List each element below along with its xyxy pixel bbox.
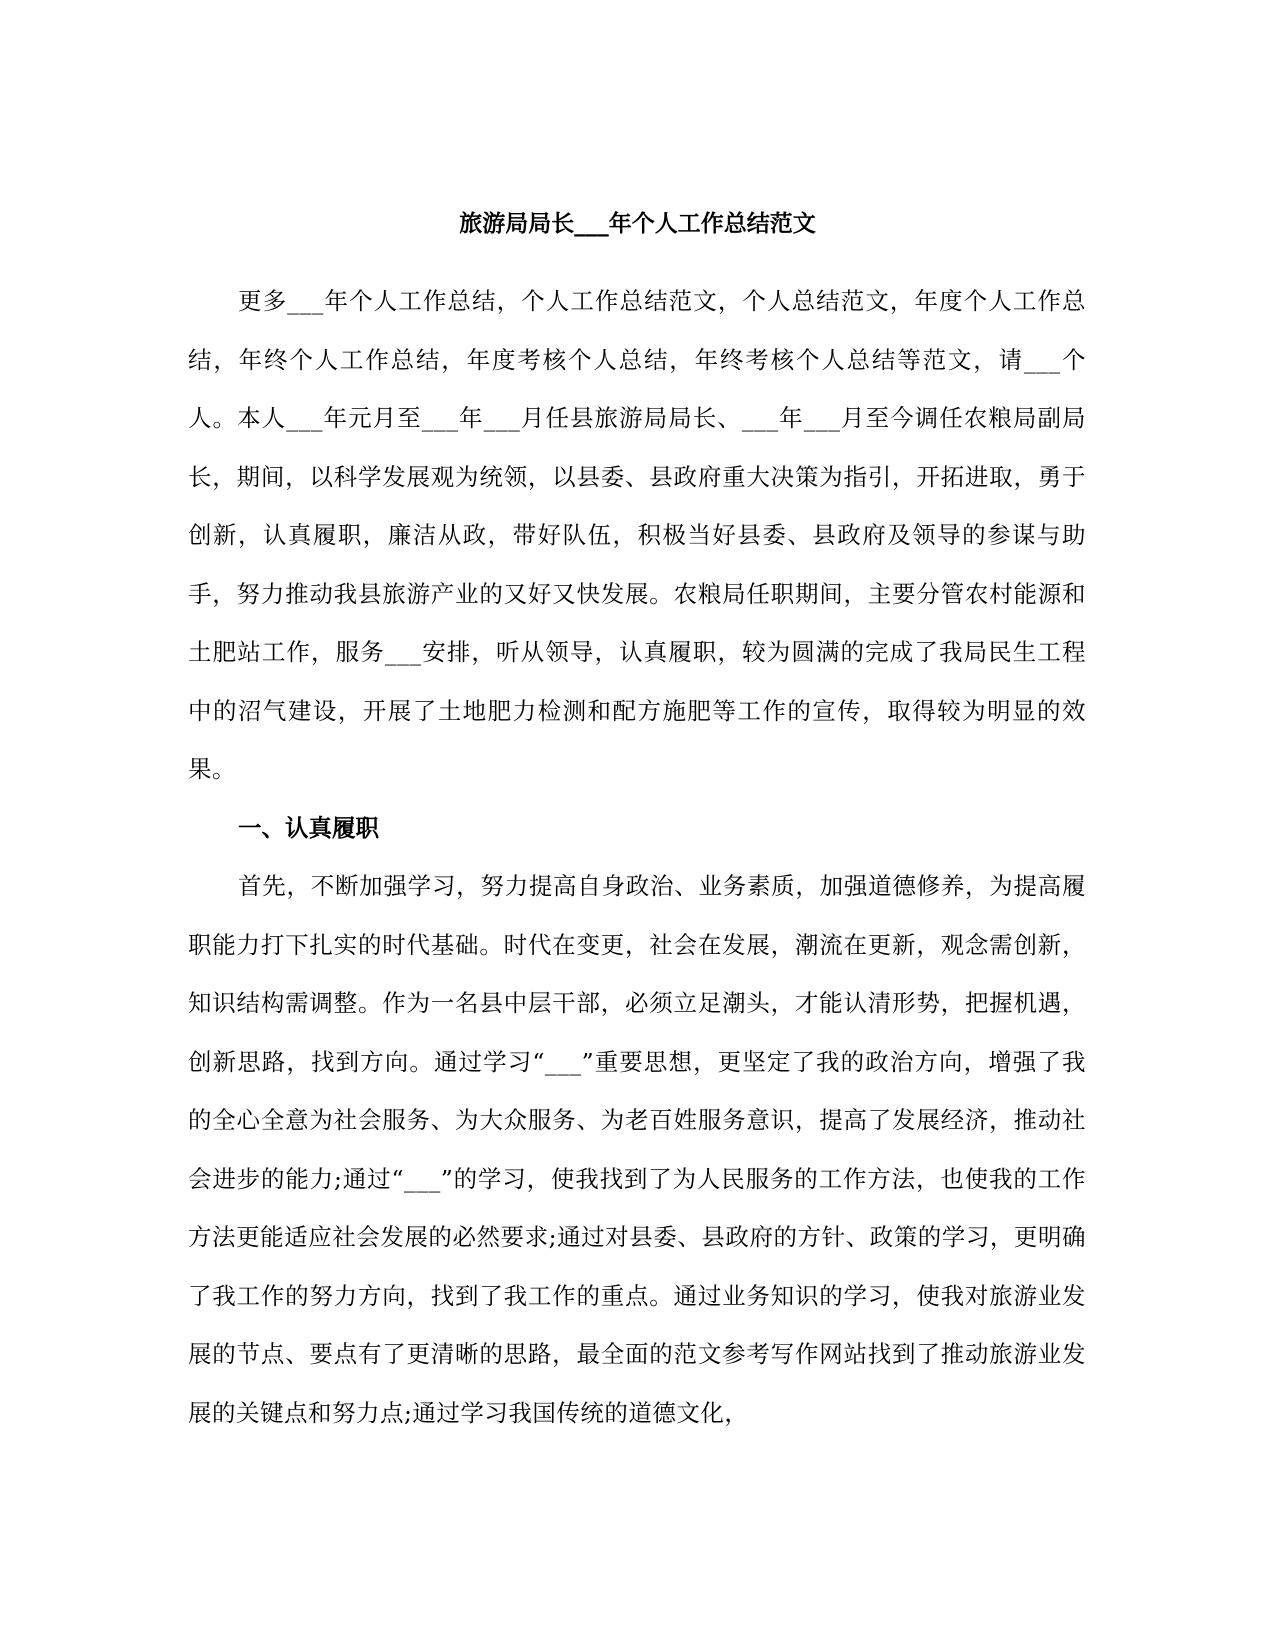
- document-title: 旅游局局长___年个人工作总结范文: [459, 210, 816, 237]
- section-heading: 一、认真履职: [238, 813, 379, 842]
- document-body: [188, 272, 1086, 1442]
- paragraph-study: 首先，不断加强学习，努力提高自身政治、业务素质，加强道德修养，为提高履职能力打下扎实的时代基础。时代在变更，社会在发展，潮流在更新，观念需创新，知识结构需调整。作为一名县中层干部，必须立足潮头，才能认清形势，把握机遇，创新思路，找到方向。通过学习“___”重要思想，更坚定了我的政治方向，增强了我的全心全意为社会服务、为大众服务、为老百姓服务意识，提高了发展经济，推动社会进步的能力;通过“___”的学习，使我找到了为人民服务的工作方法，也使我的工作方法更能适应社会发展的必然要求;通过对县委、县政府的方针、政策的学习，更明确了我工作的努力方向，找到了我工作的重点。通过业务知识的学习，使我对旅游业发展的节点、要点有了更清晰的思路，最全面的范文参考写作网站找到了推动旅游业发展的关键点和努力点;通过学习我国传统的道德文化，: [188, 872, 1086, 1427]
- paragraph-intro: 更多___年个人工作总结，个人工作总结范文，个人总结范文，年度个人工作总结，年终个人工作总结，年度考核个人总结，年终考核个人总结等范文，请___个人。本人___年元月至___年___月任县旅游局局长、___年___月至今调任农粮局副局长，期间，以科学发展观为统领，以县委、县政府重大决策为指引，开拓进取，勇于创新，认真履职，廉洁从政，带好队伍，积极当好县委、县政府及领导的参谋与助手，努力推动我县旅游产业的又好又快发展。农粮局任职期间，主要分管农村能源和土肥站工作，服务___安排，听从领导，认真履职，较为圆满的完成了我局民生工程中的沼气建设，开展了土地肥力检测和配方施肥等工作的宣传，取得较为明显的效果。: [188, 287, 1086, 783]
